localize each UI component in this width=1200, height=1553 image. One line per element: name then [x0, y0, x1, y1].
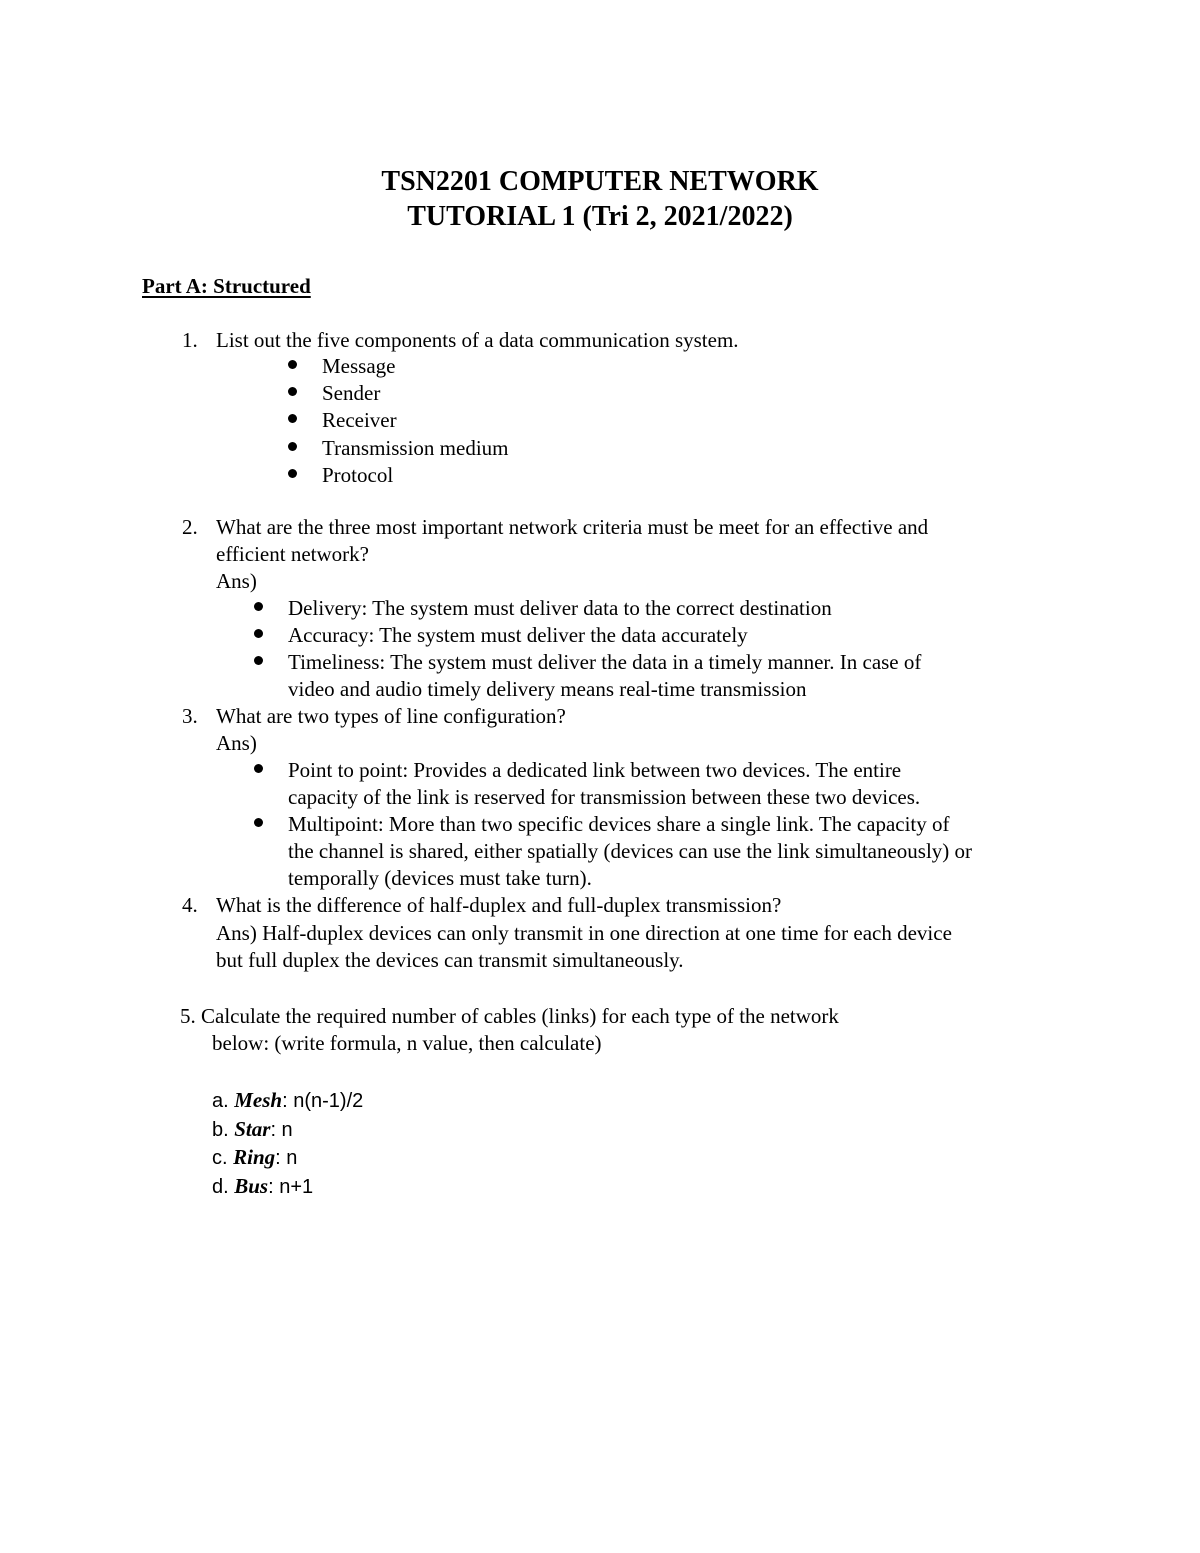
q2-text-line2: efficient network? — [216, 542, 369, 566]
document-title-line1: TSN2201 COMPUTER NETWORK — [381, 166, 819, 197]
q5-text-line2: below: (write formula, n value, then calculate) — [212, 1031, 602, 1055]
bullet-icon — [288, 469, 297, 478]
q4-answer-line1: Ans) Half-duplex devices can only transmit in one direction at one time for each device — [216, 921, 952, 945]
q1-bullet-3: Receiver — [322, 408, 397, 432]
q5-text-line1: 5. Calculate the required number of cables (links) for each type of the network — [180, 1004, 839, 1028]
bullet-icon — [288, 387, 297, 396]
bullet-icon — [254, 656, 263, 665]
q5-item-formula: : n — [270, 1119, 293, 1141]
bullet-icon — [288, 414, 297, 423]
q5-item-letter: a. — [212, 1090, 229, 1112]
q5-item-bus — [212, 1173, 313, 1200]
q4-number: 4. — [182, 893, 198, 917]
q5-item-letter: c. — [212, 1147, 228, 1169]
q5-item-ring — [212, 1144, 297, 1171]
q2-bullet-delivery: Delivery: The system must deliver data to the correct destination — [288, 596, 832, 620]
q3-bullet-point-to-point-line1: Point to point: Provides a dedicated link between two devices. The entire — [288, 758, 902, 782]
q5-item-name: Ring — [233, 1145, 276, 1169]
q4-answer-line2: but full duplex the devices can transmit simultaneously. — [216, 948, 684, 972]
q5-item-formula: : n — [275, 1147, 298, 1169]
bullet-icon — [254, 602, 263, 611]
q5-item-star — [212, 1116, 293, 1143]
bullet-icon — [288, 360, 297, 369]
q1-bullet-4: Transmission medium — [322, 436, 509, 460]
q1-bullet-2: Sender — [322, 381, 381, 405]
q2-number: 2. — [182, 515, 198, 539]
q5-item-letter: d. — [212, 1176, 229, 1198]
q5-item-name: Mesh — [234, 1088, 283, 1112]
q5-item-name: Star — [234, 1117, 271, 1141]
q1-bullet-5: Protocol — [322, 463, 394, 487]
q2-text-line1: What are the three most important network criteria must be meet for an effective and — [216, 515, 929, 539]
q2-bullet-timeliness-line1: Timeliness: The system must deliver the data in a timely manner. In case of — [288, 650, 922, 674]
q5-item-formula: : n+1 — [268, 1176, 314, 1198]
q1-text: List out the five components of a data communication system. — [216, 328, 739, 352]
q3-bullet-multipoint-line1: Multipoint: More than two specific devices share a single link. The capacity of — [288, 812, 950, 836]
q5-item-letter: b. — [212, 1119, 229, 1141]
bullet-icon — [288, 442, 297, 451]
bullet-icon — [254, 764, 263, 773]
q3-text: What are two types of line configuration? — [216, 704, 566, 728]
q4-text: What is the difference of half-duplex and full-duplex transmission? — [216, 893, 782, 917]
q1-bullet-1: Message — [322, 354, 396, 378]
part-a-heading: Part A: Structured — [142, 274, 311, 298]
q3-bullet-multipoint-line2: the channel is shared, either spatially (devices can use the link simultaneously) or — [288, 839, 973, 863]
q3-bullet-point-to-point-line2: capacity of the link is reserved for transmission between these two devices. — [288, 785, 921, 809]
q3-bullet-multipoint-line3: temporally (devices must take turn). — [288, 866, 592, 890]
q5-item-name: Bus — [234, 1174, 269, 1198]
q5-item-mesh — [212, 1087, 363, 1114]
document-title-line2: TUTORIAL 1 (Tri 2, 2021/2022) — [407, 201, 793, 232]
q2-bullet-accuracy: Accuracy: The system must deliver the data accurately — [288, 623, 748, 647]
q2-ans-label: Ans) — [216, 569, 257, 593]
q2-bullet-timeliness-line2: video and audio timely delivery means real-time transmission — [288, 677, 807, 701]
q1-number: 1. — [182, 328, 198, 352]
q5-item-formula: : n(n-1)/2 — [282, 1090, 364, 1112]
bullet-icon — [254, 629, 263, 638]
q3-number: 3. — [182, 704, 198, 728]
bullet-icon — [254, 818, 263, 827]
q3-ans-label: Ans) — [216, 731, 257, 755]
